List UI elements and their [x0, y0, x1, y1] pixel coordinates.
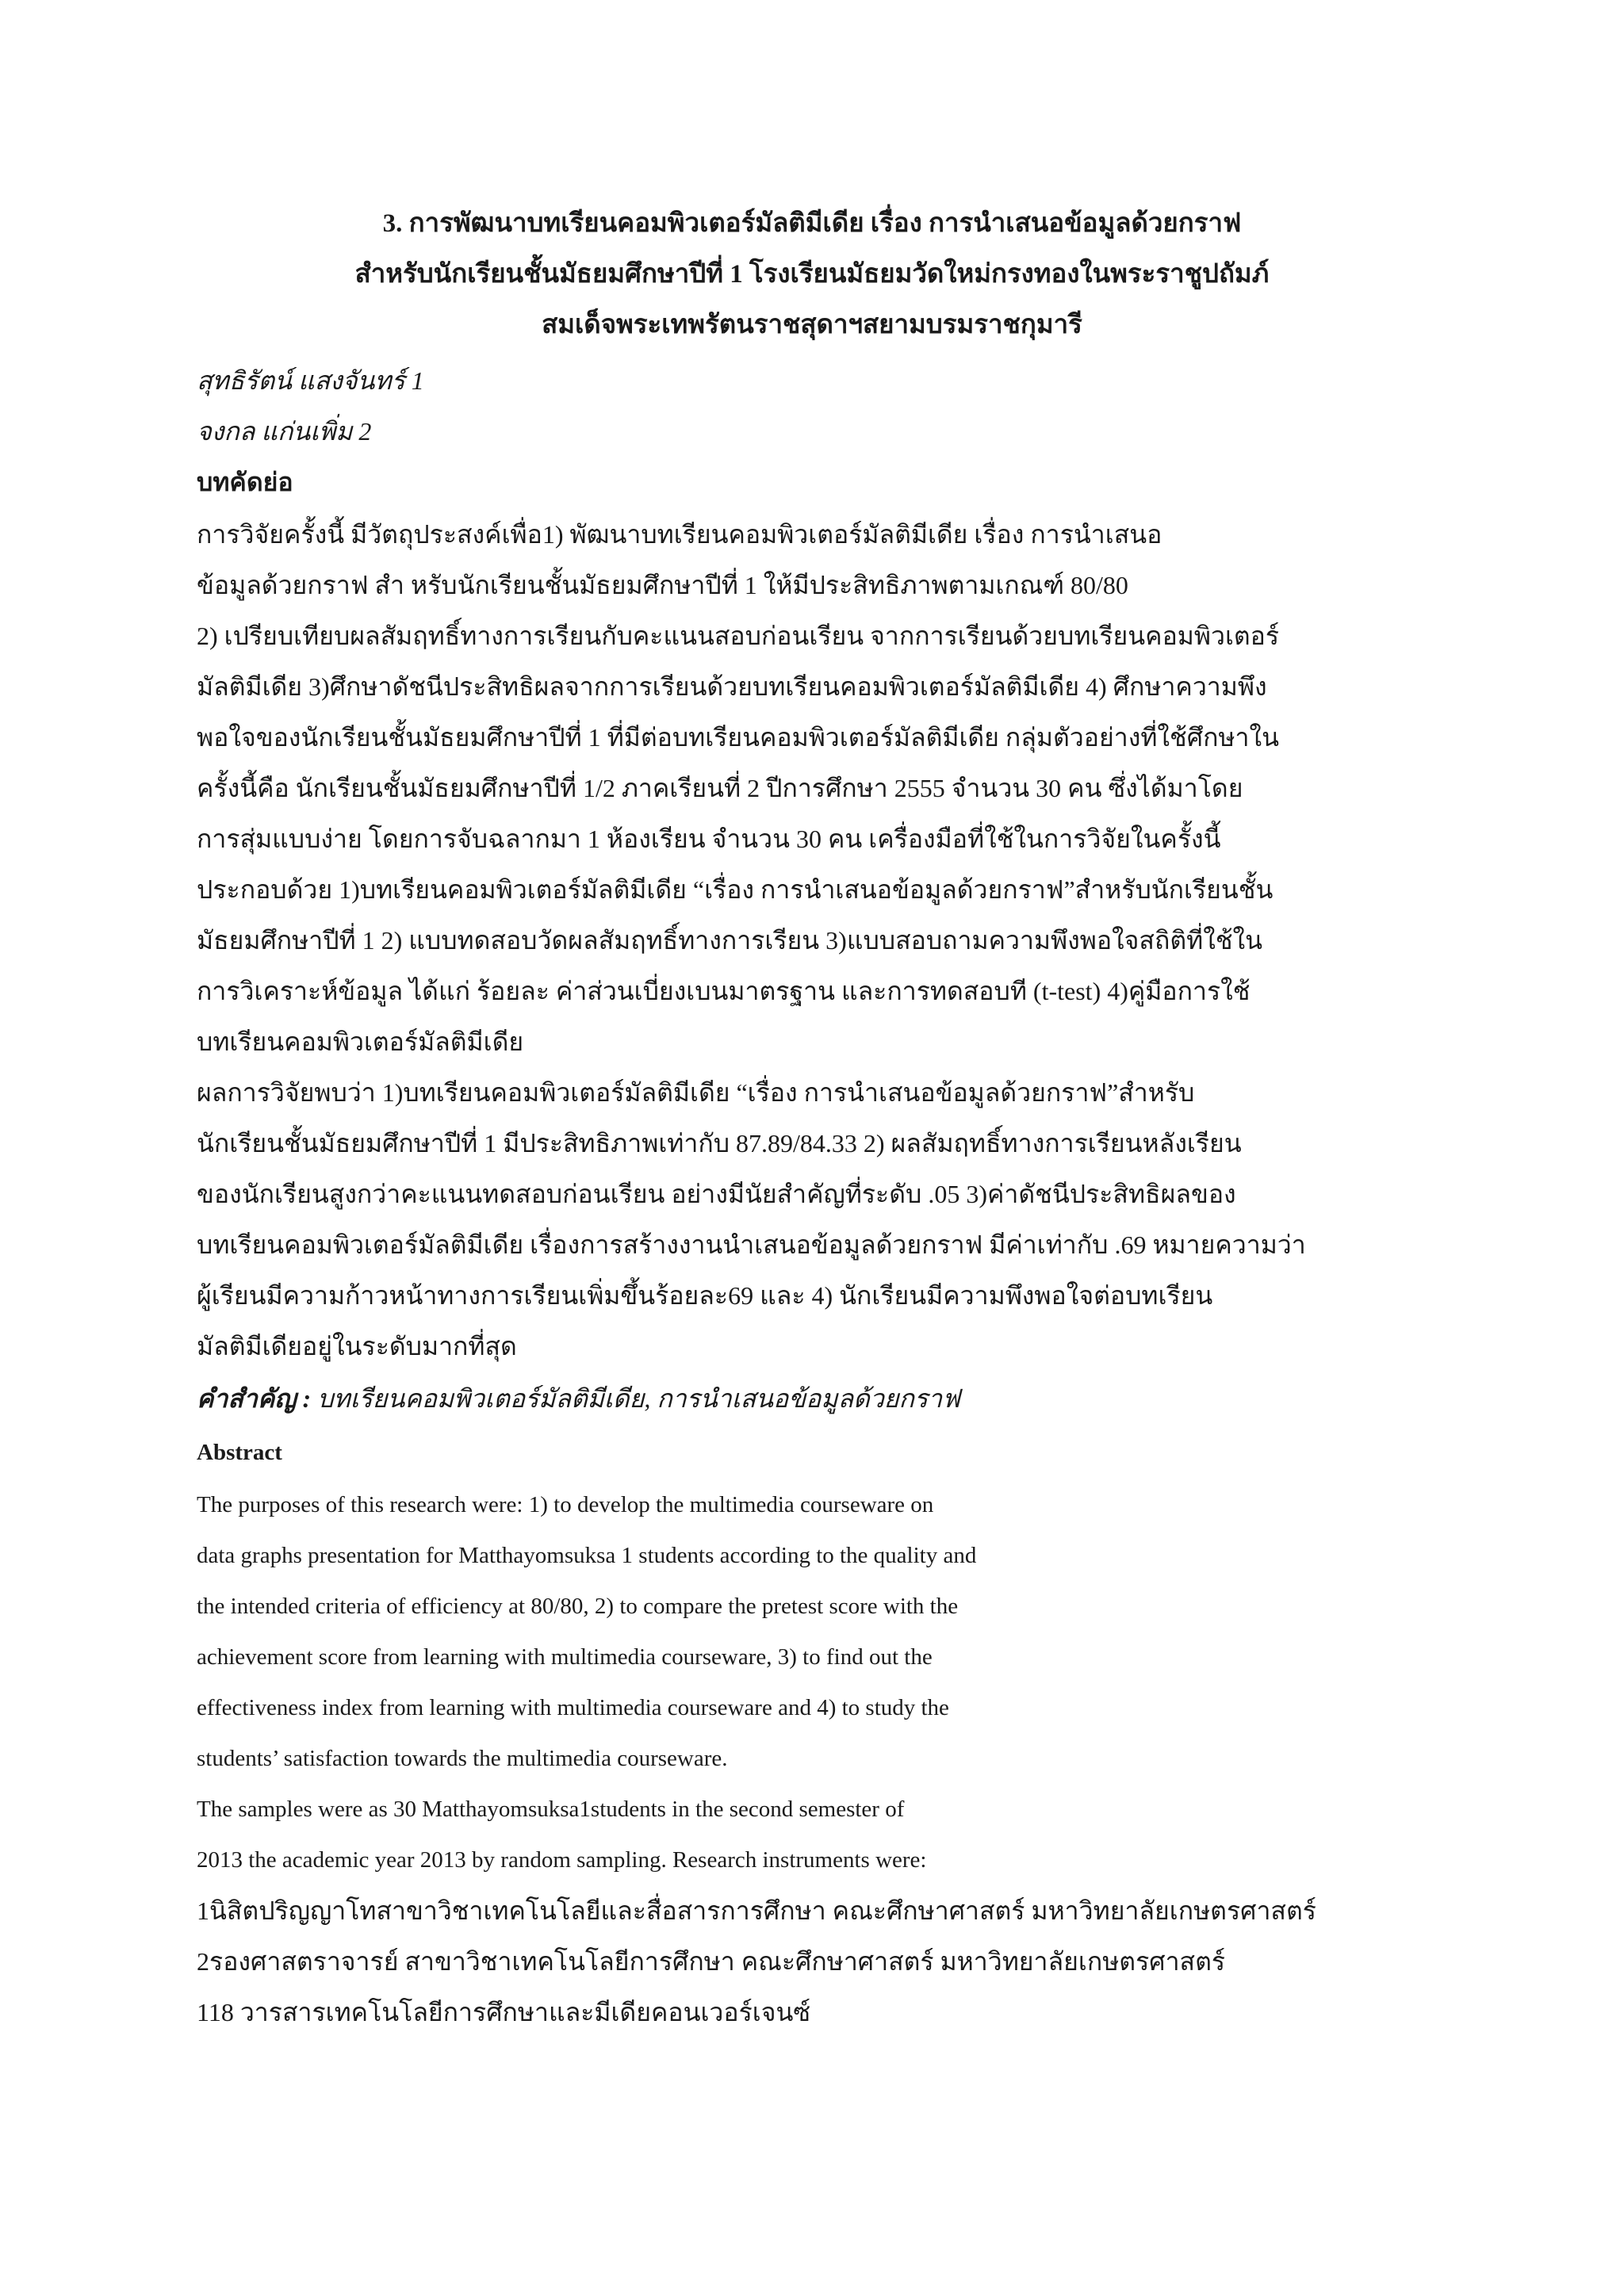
abstract-en-line: the intended criteria of efficiency at 80/80, 2) to compare the pretest score with the — [197, 1594, 959, 1619]
samples-en-line: 2013 the academic year 2013 by random sampling. Research instruments were: — [197, 1847, 927, 1873]
footnote-author-2: 2รองศาสตราจารย์ สาขาวิชาเทคโนโลยีการศึกษา คณะศึกษาศาสตร์ มหาวิทยาลัยเกษตรศาสตร์ — [197, 1947, 1226, 1976]
abstract-th-line: 2) เปรียบเทียบผลสัมฤทธิ์ทางการเรียนกับคะแนนสอบก่อนเรียน จากการเรียนด้วยบทเรียนคอมพิวเตอร์ — [197, 622, 1280, 650]
results-th-line: มัลติมีเดียอยู่ในระดับมากที่สุด — [197, 1332, 517, 1360]
results-th-line: ผลการวิจัยพบว่า 1)บทเรียนคอมพิวเตอร์มัลติมีเดีย “เรื่อง การนำเสนอข้อมูลด้วยกราฟ”สำหรับ — [197, 1078, 1195, 1107]
abstract-en-line: effectiveness index from learning with multimedia courseware and 4) to study the — [197, 1695, 949, 1720]
abstract-th-line: พอใจของนักเรียนชั้นมัธยมศึกษาปีที่ 1 ที่มีต่อบทเรียนคอมพิวเตอร์มัลติมีเดีย กลุ่มตัวอย่างที่ใช้ศึกษาใน — [197, 723, 1279, 752]
abstract-th-line: การวิจัยครั้งนี้ มีวัตถุประสงค์เพื่อ1) พัฒนาบทเรียนคอมพิวเตอร์มัลติมีเดีย เรื่อง การนำเสนอ — [197, 520, 1162, 549]
page-footer: 118 วารสารเทคโนโลยีการศึกษาและมีเดียคอนเวอร์เจนซ์ — [197, 1998, 811, 2026]
paper-title-line-1: 3. การพัฒนาบทเรียนคอมพิวเตอร์มัลติมีเดีย เรื่อง การนำเสนอข้อมูลด้วยกราฟ — [382, 209, 1242, 238]
results-th-line: ของนักเรียนสูงกว่าคะแนนทดสอบก่อนเรียน อย่างมีนัยสำคัญที่ระดับ .05 3)ค่าดัชนีประสิทธิผลของ — [197, 1180, 1236, 1208]
results-th-line: ผู้เรียนมีความก้าวหน้าทางการเรียนเพิ่มขึ้นร้อยละ69 และ 4) นักเรียนมีความพึงพอใจต่อบทเรียน — [197, 1281, 1213, 1310]
abstract-en-line: achievement score from learning with multimedia courseware, 3) to find out the — [197, 1644, 933, 1670]
abstract-en-line: students’ satisfaction towards the multimedia courseware. — [197, 1746, 728, 1771]
keywords-label: คำสำคัญ : — [197, 1384, 312, 1413]
abstract-th-line: มัลติมีเดีย 3)ศึกษาดัชนีประสิทธิผลจากการเรียนด้วยบทเรียนคอมพิวเตอร์มัลติมีเดีย 4) ศึกษาความพึง — [197, 672, 1267, 701]
abstract-th-heading: บทคัดย่อ — [197, 468, 293, 496]
abstract-th-line: บทเรียนคอมพิวเตอร์มัลติมีเดีย — [197, 1027, 524, 1056]
abstract-th-line: การวิเคราะห์ข้อมูล ได้แก่ ร้อยละ ค่าส่วนเบี่ยงเบนมาตรฐาน และการทดสอบที (t-test) 4)คู่มือการใช้ — [197, 977, 1251, 1005]
paper-title-line-2: สำหรับนักเรียนชั้นมัธยมศึกษาปีที่ 1 โรงเรียนมัธยมวัดใหม่กรงทองในพระราชูปถัมภ์ — [354, 260, 1270, 289]
abstract-th-line: มัธยมศึกษาปีที่ 1 2) แบบทดสอบวัดผลสัมฤทธิ์ทางการเรียน 3)แบบสอบถามความพึงพอใจสถิติที่ใช้ใน — [197, 926, 1263, 955]
samples-en-line: The samples were as 30 Matthayomsuksa1students in the second semester of — [197, 1797, 905, 1822]
author-1: สุทธิรัตน์ แสงจันทร์ 1 — [197, 366, 424, 395]
abstract-th-line: ข้อมูลด้วยกราฟ สำ หรับนักเรียนชั้นมัธยมศึกษาปีที่ 1 ให้มีประสิทธิภาพตามเกณฑ์ 80/80 — [197, 571, 1128, 599]
keywords — [197, 1383, 960, 1414]
abstract-en-line: The purposes of this research were: 1) to develop the multimedia courseware on — [197, 1492, 934, 1517]
abstract-th-line: การสุ่มแบบง่าย โดยการจับฉลากมา 1 ห้องเรียน จำนวน 30 คน เครื่องมือที่ใช้ในการวิจัยในครั้งนี้ — [197, 825, 1221, 853]
keywords-text: บทเรียนคอมพิวเตอร์มัลติมีเดีย, การนำเสนอข้อมูลด้วยกราฟ — [311, 1384, 960, 1413]
abstract-en-heading: Abstract — [197, 1440, 282, 1465]
abstract-th-line: ครั้งนี้คือ นักเรียนชั้นมัธยมศึกษาปีที่ 1/2 ภาคเรียนที่ 2 ปีการศึกษา 2555 จำนวน 30 คน ซึ่งได้มาโดย — [197, 774, 1243, 802]
abstract-en-line: data graphs presentation for Matthayomsuksa 1 students according to the quality and — [197, 1543, 977, 1568]
paper-title-line-3: สมเด็จพระเทพรัตนราชสุดาฯสยามบรมราชกุมารี — [542, 311, 1082, 339]
footnote-author-1: 1นิสิตปริญญาโทสาขาวิชาเทคโนโลยีและสื่อสารการศึกษา คณะศึกษาศาสตร์ มหาวิทยาลัยเกษตรศาสตร์ — [197, 1896, 1316, 1925]
abstract-th-line: ประกอบด้วย 1)บทเรียนคอมพิวเตอร์มัลติมีเดีย “เรื่อง การนำเสนอข้อมูลด้วยกราฟ”สำหรับนักเรียนชั้น — [197, 875, 1274, 904]
author-2: จงกล แก่นเพิ่ม 2 — [197, 417, 372, 446]
results-th-line: บทเรียนคอมพิวเตอร์มัลติมีเดีย เรื่องการสร้างงานนำเสนอข้อมูลด้วยกราฟ มีค่าเท่ากับ .69 หมายความว่า — [197, 1230, 1306, 1259]
results-th-line: นักเรียนชั้นมัธยมศึกษาปีที่ 1 มีประสิทธิภาพเท่ากับ 87.89/84.33 2) ผลสัมฤทธิ์ทางการเรียนหลังเรียน — [197, 1129, 1242, 1158]
